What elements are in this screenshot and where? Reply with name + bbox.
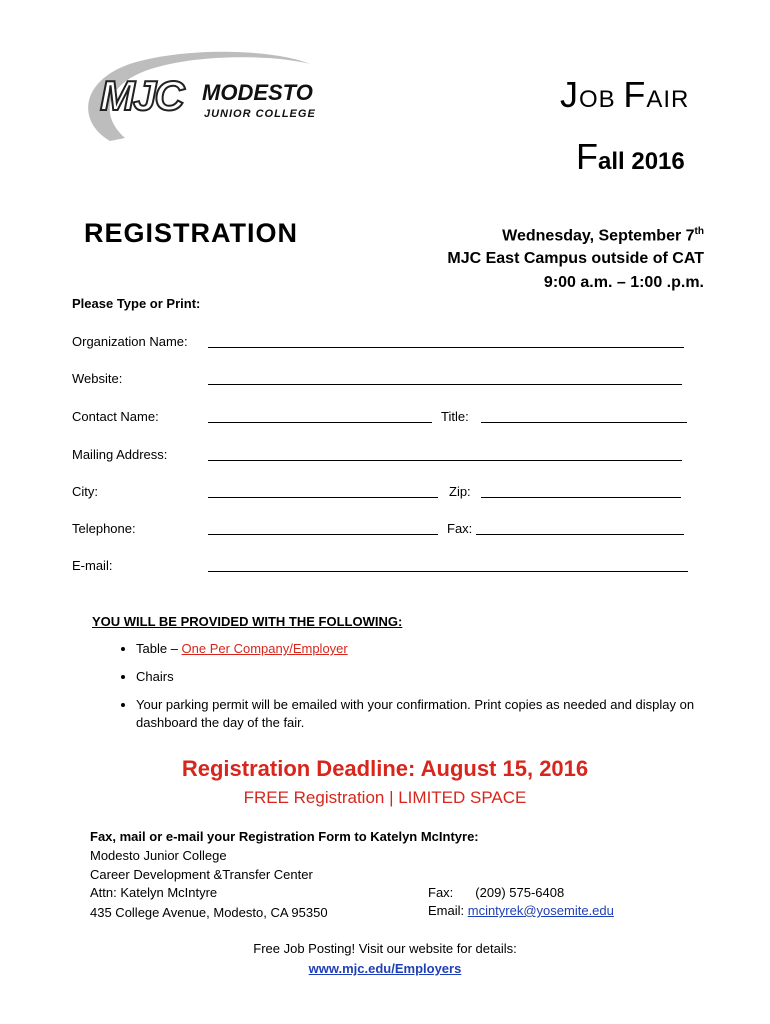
phone-label: Telephone: <box>72 521 136 536</box>
event-date: Wednesday, September 7th <box>502 226 704 245</box>
email-link[interactable]: mcintyrek@yosemite.edu <box>467 903 614 918</box>
mjc-logo <box>70 46 340 156</box>
list-item: • Chairs <box>136 668 696 686</box>
org-label: Organization Name: <box>72 334 188 349</box>
fax-field[interactable] <box>476 534 684 535</box>
email-label: E-mail: <box>72 558 113 573</box>
title-field[interactable] <box>481 422 687 423</box>
event-location: MJC East Campus outside of CAT <box>447 250 704 267</box>
title-label: Title: <box>441 409 469 424</box>
provided-list <box>100 640 696 742</box>
page-title: REGISTRATION <box>84 218 298 248</box>
svg-text:MJC: MJC <box>100 72 183 119</box>
logo-sub: JUNIOR COLLEGE <box>204 108 316 120</box>
job-fair-heading: JOB FAIR <box>560 74 690 115</box>
table-link[interactable]: One Per Company/Employer <box>181 641 348 656</box>
address-label: Mailing Address: <box>72 447 168 462</box>
fax-label: Fax: <box>447 521 473 536</box>
list-item: • Table – One Per Company/Employer <box>136 640 696 658</box>
org-field[interactable] <box>208 347 684 348</box>
zip-field[interactable] <box>481 497 681 498</box>
website-link[interactable]: www.mjc.edu/Employers <box>308 961 462 976</box>
contact-heading: Fax, mail or e-mail your Registration Form to Katelyn McIntyre: <box>90 829 479 844</box>
deadline-heading: Registration Deadline: August 15, 2016 <box>181 756 589 781</box>
address-line: Career Development &Transfer Center <box>90 867 313 882</box>
phone-field[interactable] <box>208 534 438 535</box>
logo-name: MODESTO <box>202 80 313 105</box>
instructions: Please Type or Print: <box>72 296 201 311</box>
list-item: • Your parking permit will be emailed with your confirmation. Print copies as needed and display on dashboard the day of the fair. <box>136 696 696 732</box>
address-line: Attn: Katelyn McIntyre <box>90 885 218 900</box>
contact-label: Contact Name: <box>72 409 159 424</box>
fax-contact: Fax: (209) 575-6408 <box>428 885 565 900</box>
address-field[interactable] <box>208 460 682 461</box>
city-label: City: <box>72 484 98 499</box>
zip-label: Zip: <box>449 484 471 499</box>
contact-field[interactable] <box>208 422 432 423</box>
event-time: 9:00 a.m. – 1:00 .p.m. <box>543 274 704 291</box>
city-field[interactable] <box>208 497 438 498</box>
fall-heading: Fall 2016 <box>576 136 685 177</box>
address-line: 435 College Avenue, Modesto, CA 95350 <box>90 905 328 920</box>
website-label: Website: <box>72 371 123 386</box>
website-field[interactable] <box>208 384 682 385</box>
address-line: Modesto Junior College <box>90 848 227 863</box>
email-contact: Email: mcintyrek@yosemite.edu <box>428 903 614 918</box>
email-field[interactable] <box>208 571 688 572</box>
free-posting: Free Job Posting! Visit our website for details: <box>253 941 517 956</box>
free-registration: FREE Registration | LIMITED SPACE <box>243 788 527 807</box>
provided-heading: YOU WILL BE PROVIDED WITH THE FOLLOWING: <box>92 614 403 629</box>
website-link-wrap <box>0 961 770 976</box>
